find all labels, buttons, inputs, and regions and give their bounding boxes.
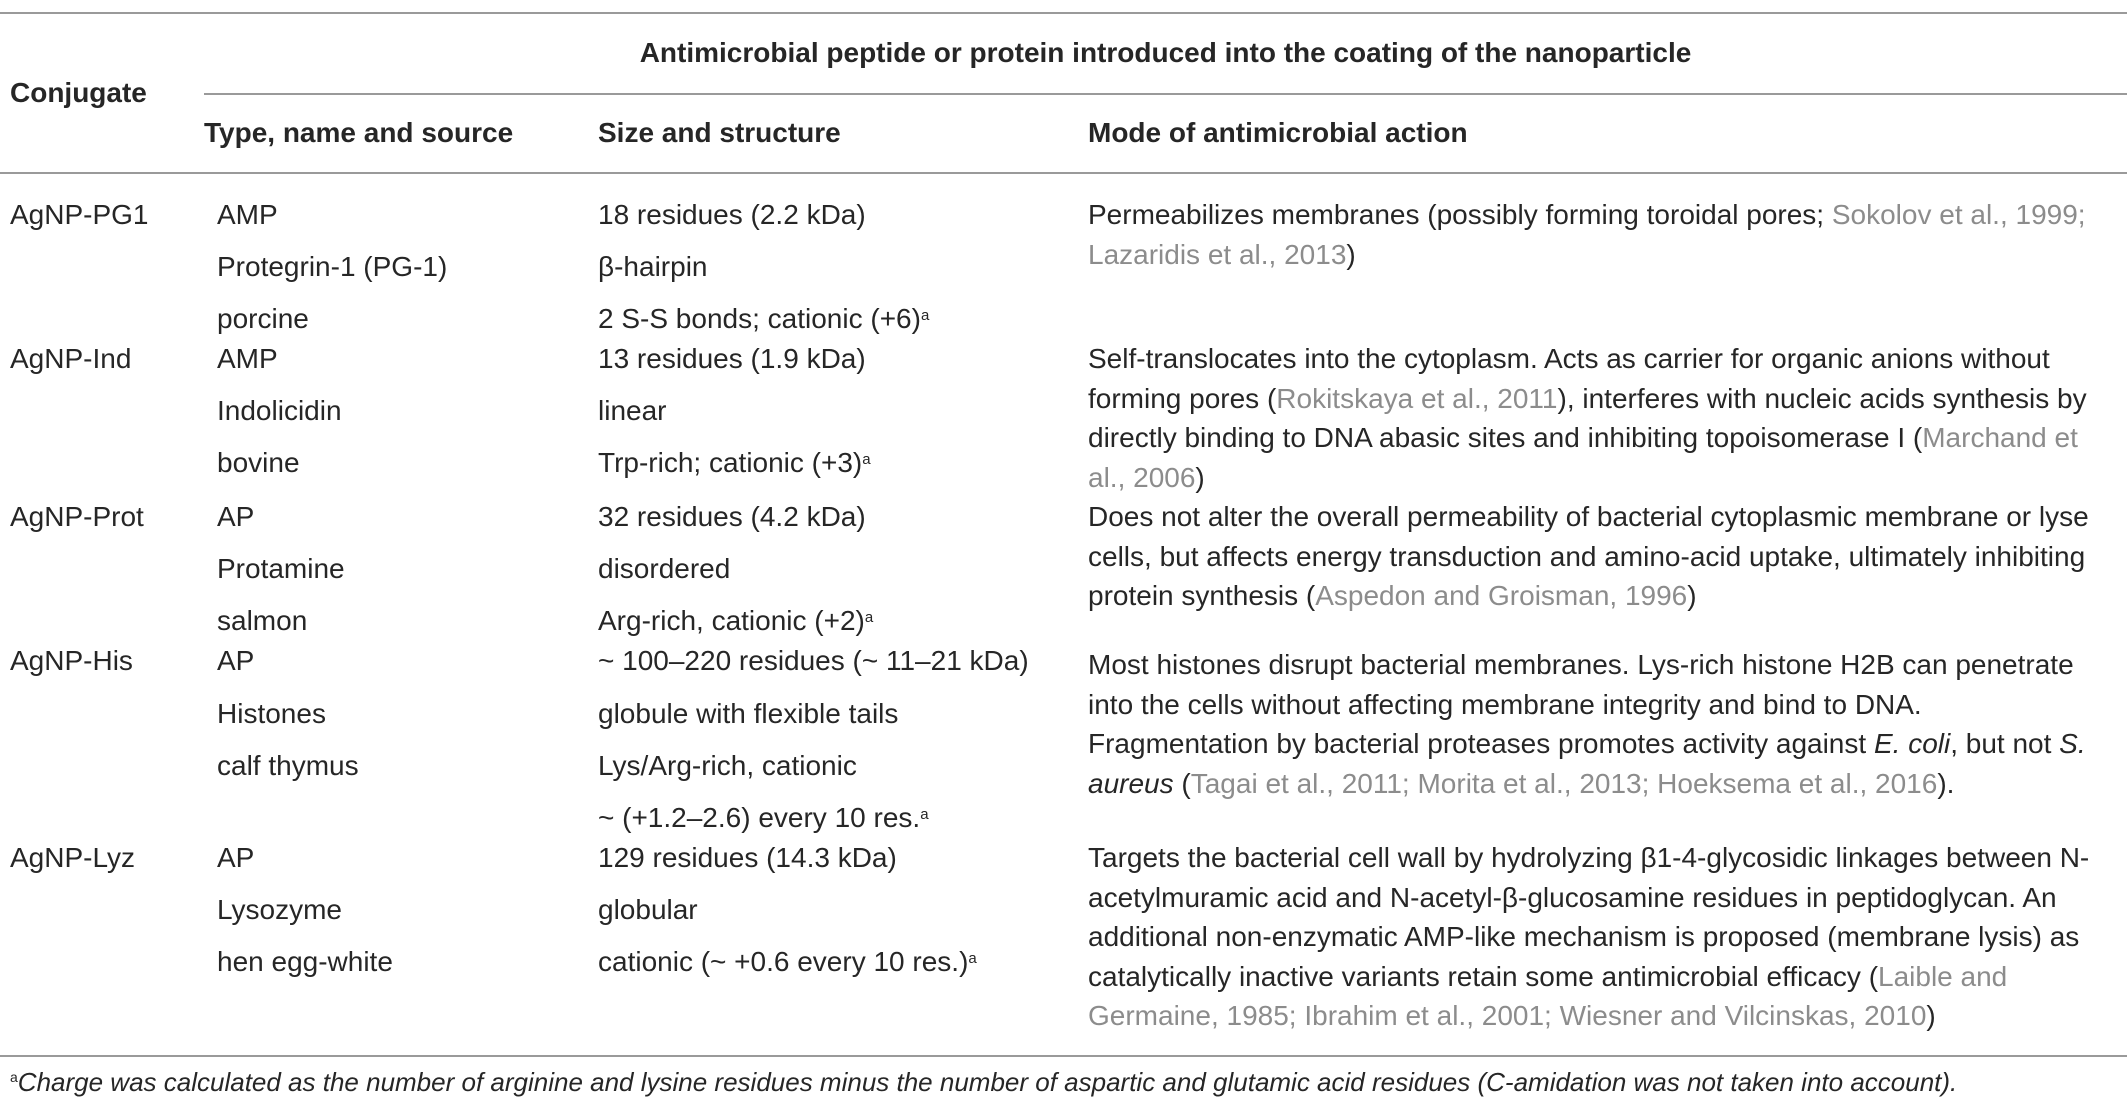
- row-5-type: AP: [217, 842, 255, 873]
- row-4-structure: globule with flexible tails: [598, 698, 899, 729]
- group-header-rule: [204, 93, 2127, 95]
- row-5-charge: cationic (~ +0.6 every 10 res.)$^a$: [598, 946, 977, 977]
- row-2-structure: linear: [598, 395, 667, 426]
- row-5-name: Lysozyme: [217, 894, 343, 925]
- header-conjugate: Conjugate: [10, 77, 147, 108]
- citation: Sokolov et al., 1999; Lazaridis et al., 2013: [1088, 199, 2086, 270]
- row-3-conjugate: AgNP-Prot: [10, 501, 144, 532]
- row-2-mode: Self-translocates into the cytoplasm. Acts as carrier for organic anions without forming pores (Rokitskaya et al., 2011), interferes with nucleic acids synthesis by directly binding to DNA abasic sites and inhibiting topoisomerase I (Marchand et al., 2006): [1088, 343, 2087, 493]
- row-4-name: Histones: [217, 698, 326, 729]
- row-4-source: calf thymus: [217, 750, 359, 781]
- column-group-header: Antimicrobial peptide or protein introduced into the coating of the nanoparticle: [639, 37, 1692, 68]
- citation: Rokitskaya et al., 2011: [1276, 382, 1558, 414]
- row-5-structure: globular: [598, 894, 698, 925]
- row-5-source: hen egg-white: [217, 946, 393, 977]
- row-4-mode: Most histones disrupt bacterial membranes. Lys-rich histone H2B can penetrate into the cells without affecting membrane integrity and bind to DNA. Fragmentation by bacterial proteases promotes activity against E. coli, but not S. aureus (Tagai et al., 2011; Morita et al., 2013; Hoeksema et al., 2016).: [1088, 649, 2086, 799]
- footnote-marker: a: [920, 806, 929, 823]
- row-1-mode: Permeabilizes membranes (possibly forming toroidal pores; Sokolov et al., 1999; Lazaridis et al., 2013): [1088, 199, 2086, 270]
- table-bottom-rule: [0, 1055, 2127, 1057]
- row-4-charge: ~ (+1.2–2.6) every 10 res.$^a$: [598, 802, 929, 833]
- footnote-marker: a: [968, 950, 977, 967]
- row-1-source: porcine: [217, 303, 309, 334]
- row-1-conjugate: AgNP-PG1: [10, 199, 149, 230]
- row-5-size: 129 residues (14.3 kDa): [598, 842, 897, 873]
- row-4-conjugate: AgNP-His: [10, 645, 133, 676]
- header-size-structure: Size and structure: [598, 117, 841, 148]
- row-2-charge: Trp-rich; cationic $(+3)^a$: [598, 447, 871, 478]
- row-1-structure: β-hairpin: [598, 251, 708, 282]
- table-footnote: $^a$Charge was calculated as the number of arginine and lysine residues minus the number of aspartic and glutamic acid residues (C-amidation was not taken into account).: [10, 1067, 1958, 1097]
- footnote-marker: a: [10, 1069, 18, 1085]
- row-3-mode: Does not alter the overall permeability of bacterial cytoplasmic membrane or lyse cells, but affects energy transduction and amino-acid uptake, ultimately inhibiting protein synthesis (Aspedon and Groisman, 1996): [1088, 501, 2089, 611]
- row-5-conjugate: AgNP-Lyz: [10, 842, 136, 873]
- row-2-source: bovine: [217, 447, 300, 478]
- row-3-type: AP: [217, 501, 255, 532]
- footnote-marker: a: [862, 451, 871, 468]
- row-4-type: AP: [217, 645, 255, 676]
- row-4-size: ~ 100–220 residues (~ 11–21 kDa): [598, 645, 1029, 676]
- table-top-rule: [0, 12, 2127, 14]
- row-2-conjugate: AgNP-Ind: [10, 343, 132, 374]
- footnote-marker: a: [920, 307, 930, 324]
- row-3-name: Protamine: [217, 553, 345, 584]
- header-bottom-rule: [0, 172, 2127, 174]
- row-4-charge-label: Lys/Arg-rich, cationic: [598, 750, 857, 781]
- row-3-structure: disordered: [598, 553, 731, 584]
- row-1-charge: 2 S-S bonds; cationic $(+6)^a$: [598, 303, 930, 334]
- row-3-size: 32 residues (4.2 kDa): [598, 501, 866, 532]
- row-2-size: 13 residues (1.9 kDa): [598, 343, 866, 374]
- header-type-name-source: Type, name and source: [204, 117, 514, 148]
- footnote-marker: a: [864, 609, 874, 626]
- citation: Aspedon and Groisman, 1996: [1315, 580, 1688, 611]
- row-1-size: 18 residues (2.2 kDa): [598, 199, 866, 230]
- citation: Marchand et al., 2006: [1088, 422, 2078, 493]
- row-1-name: Protegrin-1 (PG-1): [217, 251, 448, 282]
- row-2-type: AMP: [217, 343, 278, 374]
- row-2-name: Indolicidin: [217, 395, 342, 426]
- row-5-mode: Targets the bacterial cell wall by hydrolyzing β1-4-glycosidic linkages between N-acetylmuramic acid and N-acetyl-β-glucosamine residues in peptidoglycan. An additional non-enzymatic AMP-like mechanism is proposed (membrane lysis) as catalytically inactive variants retain some antimicrobial efficacy (Laible and Germaine, 1985; Ibrahim et al., 2001; Wiesner and Vilcinskas, 2010): [1088, 842, 2090, 1031]
- row-3-charge: Arg-rich, cationic $(+2)^a$: [598, 605, 874, 636]
- citation: Laible and Germaine, 1985; Ibrahim et al., 2001; Wiesner and Vilcinskas, 2010: [1088, 960, 2008, 1031]
- header-mode-of-action: Mode of antimicrobial action: [1088, 117, 1468, 148]
- row-1-type: AMP: [217, 199, 278, 230]
- citation: Tagai et al., 2011; Morita et al., 2013; Hoeksema et al., 2016: [1190, 767, 1938, 799]
- row-3-source: salmon: [217, 605, 308, 636]
